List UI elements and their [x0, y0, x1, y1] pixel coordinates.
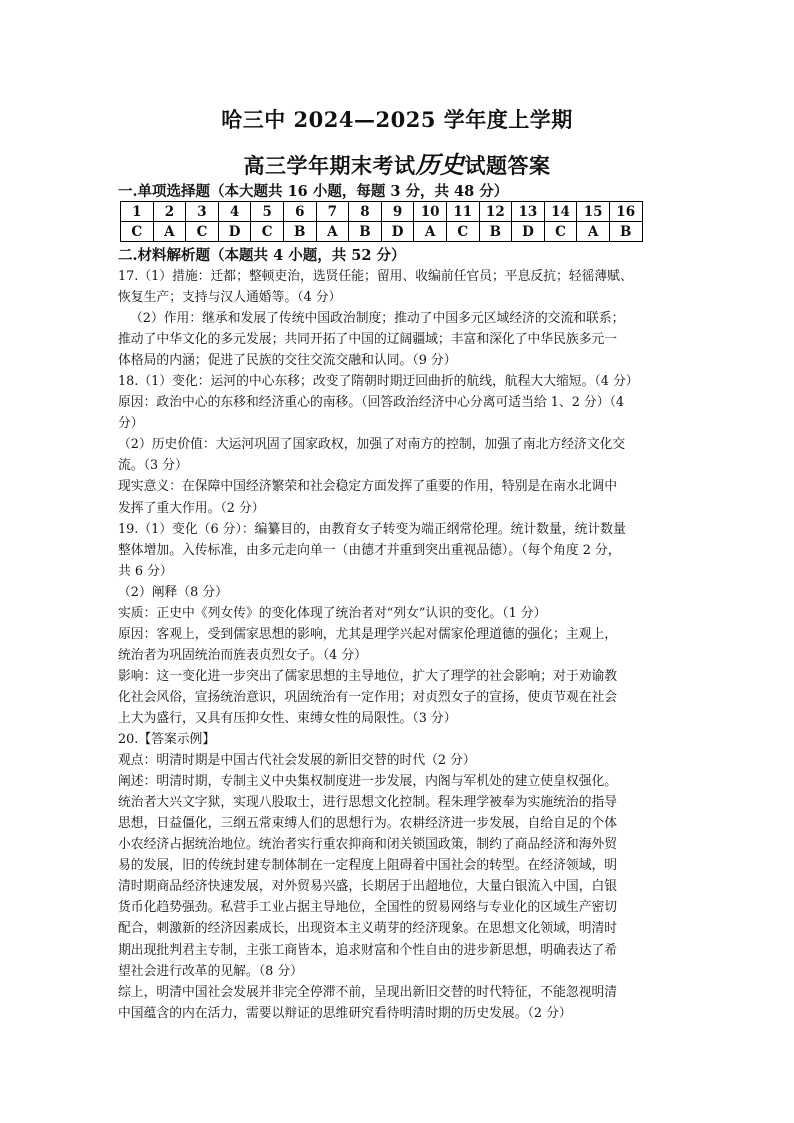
answer-cell: B — [479, 222, 512, 242]
answer-cell: A — [316, 222, 349, 242]
subject-name: 历史 — [415, 150, 465, 179]
page-subtitle — [0, 145, 794, 180]
text-line: 配合，刺激新的经济因素成长，出现资本主义萌芽的经济现象。在思想文化领域，明清时 — [118, 921, 618, 937]
text-line: 整体增加。入传标准，由多元走向单一（由德才并重到突出重视品德）。（每个角度 2 分， — [118, 542, 621, 558]
text-line: 现实意义：在保障中国经济繁荣和社会稳定方面发挥了重要的作用，特别是在南水北调中 — [118, 479, 618, 495]
text-line: 思想，日益僵化，三纲五常束缚人们的思想行为。农耕经济进一步发展，自给自足的个体 — [118, 816, 618, 832]
answer-cell: D — [381, 222, 414, 242]
text-line: 发挥了重大作用。（2 分） — [118, 500, 265, 516]
text-line: （2）历史价值：大运河巩固了国家政权，加强了对南方的控制，加强了南北方经济文化交 — [118, 437, 626, 453]
question-number: 5 — [251, 202, 284, 222]
answer-cell: A — [414, 222, 447, 242]
answer-body — [118, 266, 680, 1024]
question-number: 9 — [381, 202, 414, 222]
answer-cell: B — [283, 222, 316, 242]
text-line: 体格局的内涵；促进了民族的交往交流交融和认同。（9 分） — [118, 353, 457, 369]
text-line: （2）作用：继承和发展了传统中国政治制度；推动了中国多元区域经济的交流和联系； — [130, 311, 625, 327]
question-number: 3 — [186, 202, 219, 222]
answer-table — [120, 201, 643, 242]
text-line: 清时期商品经济快速发展，对外贸易兴盛，长期居于出超地位，大量白银流入中国，白银 — [118, 879, 618, 895]
answer-cell: D — [218, 222, 251, 242]
text-line: 恢复生产；支持与汉人通婚等。（4 分） — [118, 290, 342, 306]
text-line: 19.（1）变化（6 分）：编纂目的，由教育女子转变为端正纲常伦理。统计数量，统计数量 — [118, 521, 626, 537]
question-number: 1 — [121, 202, 154, 222]
question-number: 14 — [544, 202, 577, 222]
answer-cell: C — [186, 222, 219, 242]
text-line: 17.（1）措施：迁都；整顿吏治，选贤任能；留用、收编前任官员；平息反抗；轻徭薄赋、 — [118, 269, 633, 284]
section2-heading: 二.材料解析题（本题共 4 小题，共 52 分） — [118, 247, 406, 264]
text-line: 20.【答案示例】 — [118, 732, 216, 748]
question-number: 6 — [283, 202, 316, 222]
question-number: 7 — [316, 202, 349, 222]
answer-cell: A — [577, 222, 610, 242]
text-line: 化社会风俗，宣扬统治意识，巩固统治有一定作用；对贞烈女子的宣扬，使贞节观在社会 — [118, 689, 618, 705]
answer-cell: D — [512, 222, 545, 242]
text-line: 原因：政治中心的东移和经济重心的南移。（回答政治经济中心分离可适当给 1、2 分）（4 — [118, 395, 625, 411]
answer-cell: A — [153, 222, 186, 242]
question-number: 2 — [153, 202, 186, 222]
question-number: 15 — [577, 202, 610, 222]
text-line: 易的发展，旧的传统封建专制体制在一定程度上阻碍着中国社会的转型。在经济领域，明 — [118, 858, 618, 874]
answer-cell: B — [609, 222, 642, 242]
question-number: 4 — [218, 202, 251, 222]
text-line: 综上，明清中国社会发展并非完全停滞不前，呈现出新旧交替的时代特征，不能忽视明清 — [118, 984, 618, 1000]
text-line: 18.（1）变化：运河的中心东移；改变了隋朝时期迂回曲折的航线，航程大大缩短。（4 分） — [118, 374, 639, 390]
subtitle-prefix: 高三学年期末考试 — [243, 153, 416, 178]
text-line: 小农经济占据统治地位。统治者实行重农抑商和闭关锁国政策，制约了商品经济和海外贸 — [118, 837, 618, 853]
question-number: 11 — [446, 202, 479, 222]
question-number: 16 — [609, 202, 642, 222]
page-title: 哈三中 2024—2025 学年度上学期 — [221, 107, 573, 132]
text-line: 实质：正史中《列女传》的变化体现了统治者对“列女”认识的变化。（1 分） — [118, 605, 547, 621]
question-number-row — [121, 202, 643, 222]
answer-cell: C — [121, 222, 154, 242]
text-line: 影响：这一变化进一步突出了儒家思想的主导地位，扩大了理学的社会影响；对于劝谕教 — [118, 668, 618, 684]
text-line: 期出现批判君主专制，主张工商皆本，追求财富和个性自由的进步新思想，明确表达了希 — [118, 942, 618, 958]
answer-cell: C — [251, 222, 284, 242]
question-number: 12 — [479, 202, 512, 222]
text-line: 流。（3 分） — [118, 458, 188, 474]
text-line: 统治者为巩固统治而旌表贞烈女子。（4 分） — [118, 647, 367, 663]
section1-heading: 一.单项选择题（本大题共 16 小题，每题 3 分，共 48 分） — [118, 183, 509, 200]
answer-cell: C — [544, 222, 577, 242]
answer-row — [121, 222, 643, 242]
subtitle-suffix: 试题答案 — [464, 153, 551, 178]
text-line: 望社会进行改革的见解。（8 分） — [118, 963, 303, 979]
text-line: 共 6 分） — [118, 563, 173, 579]
text-line: 阐述：明清时期，专制主义中央集权制度进一步发展，内阁与军机处的建立使皇权强化。 — [118, 774, 618, 790]
text-line: （2）阐释（8 分） — [118, 584, 228, 600]
text-line: 中国蕴含的内在活力，需要以辩证的思维研究看待明清时期的历史发展。（2 分） — [118, 1005, 572, 1021]
text-line: 观点：明清时期是中国古代社会发展的新旧交替的时代（2 分） — [118, 753, 476, 769]
text-line: 货币化趋势强劲。私营手工业占据主导地位，全国性的贸易网络与专业化的区域生产密切 — [118, 900, 618, 916]
text-line: 上大为盛行，又具有压抑女性、束缚女性的局限性。（3 分） — [118, 710, 457, 726]
text-line: 原因：客观上，受到儒家思想的影响，尤其是理学兴起对儒家伦理道德的强化；主观上， — [118, 626, 618, 642]
answer-cell: C — [446, 222, 479, 242]
question-number: 8 — [349, 202, 382, 222]
text-line: 分） — [118, 416, 144, 432]
question-number: 10 — [414, 202, 447, 222]
text-line: 统治者大兴文字狱，实现八股取士，进行思想文化控制。程朱理学被奉为实施统治的指导 — [118, 795, 618, 811]
answer-cell: B — [349, 222, 382, 242]
question-number: 13 — [512, 202, 545, 222]
text-line: 推动了中华文化的多元发展；共同开拓了中国的辽阔疆域；丰富和深化了中华民族多元一 — [118, 332, 618, 348]
